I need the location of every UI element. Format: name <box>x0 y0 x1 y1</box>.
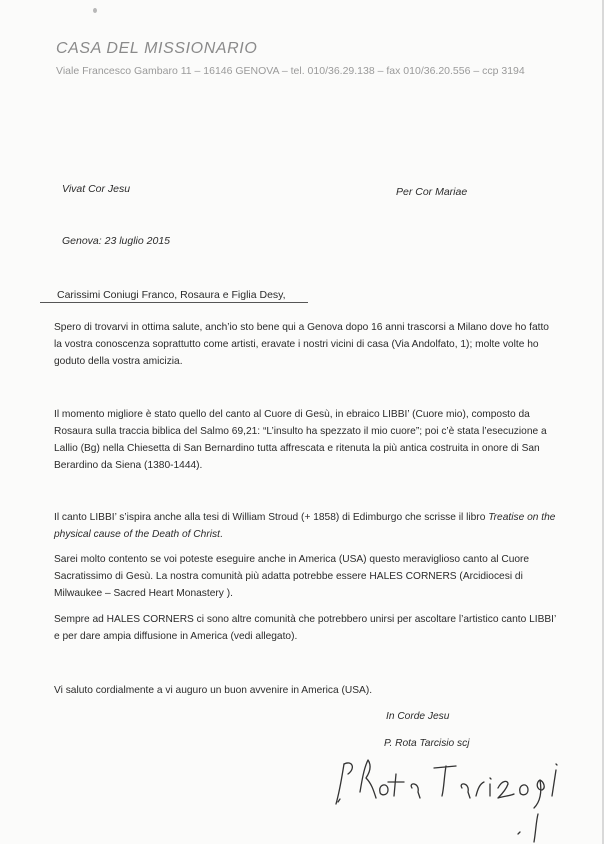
paragraph-5: Sempre ad HALES CORNERS ci sono altre comunità che potrebbero unirsi per ascoltare l’artistico canto LIBBI’ e per dare ampia diffusione in America (vedi allegato). <box>54 614 556 642</box>
closing: In Corde Jesu <box>386 711 450 722</box>
paragraph-3-end: . <box>219 529 223 540</box>
letter-date: Genova: 23 luglio 2015 <box>62 235 170 247</box>
letterhead-title: CASA DEL MISSIONARIO <box>56 40 258 57</box>
paragraph-1: Spero di trovarvi in ottima salute, anch’io sto bene qui a Genova dopo 16 anni trascorsi a Milano dove ho fatto la vostra conoscenza soprattutto come artisti, eravate i nostri vicini di casa (Via Andolfato, 1); molte volte ho goduto della vostra amicizia. <box>54 322 549 367</box>
motto-left: Vivat Cor Jesu <box>62 183 131 195</box>
handwritten-underline <box>40 302 308 303</box>
paragraph-6: Vi saluto cordialmente a vi auguro un buon avvenire in America (USA). <box>54 685 373 696</box>
handwritten-mark <box>510 808 560 844</box>
motto-right: Per Cor Mariae <box>396 186 468 198</box>
paragraph-2: Il momento migliore è stato quello del canto al Cuore di Gesù, in ebraico LIBBI’ (Cuore mio), composto da Rosaura sulla traccia biblica del Salmo 69,21: “L’insulto ha spezzato il mio cuore”; poi c’è stata l’esecuzione a Lallio (Bg) nella Chiesetta di San Bernardino tutta affrescata e ritenuta la più antica costruita in onore di San Berardino da Siena (1380-1444). <box>54 409 547 471</box>
letterhead-address: Viale Francesco Gambaro 11 – 16146 GENOVA – tel. 010/36.29.138 – fax 010/36.20.556 – ccp 3194 <box>56 65 525 77</box>
paragraph-3-text: Il canto LIBBI’ s’ispira anche alla tesi di William Stroud (+ 1858) di Edimburgo che scrisse il libro <box>54 512 489 523</box>
paragraph-3 <box>54 509 559 543</box>
salutation: Carissimi Coniugi Franco, Rosaura e Figlia Desy, <box>57 289 286 301</box>
signer-name: P. Rota Tarcisio scj <box>384 738 470 749</box>
scan-speck <box>93 8 97 13</box>
handwritten-signature <box>330 752 590 812</box>
book-title: Treatise on the physical cause of the Death of Christ <box>54 512 556 540</box>
paragraph-4: Sarei molto contento se voi poteste eseguire anche in America (USA) questo meraviglioso canto al Cuore Sacratissimo di Gesù. La nostra comunità più adatta potrebbe essere HALES CORNERS (Arcidiocesi di Milwaukee – Sacred Heart Monastery ). <box>54 554 530 599</box>
